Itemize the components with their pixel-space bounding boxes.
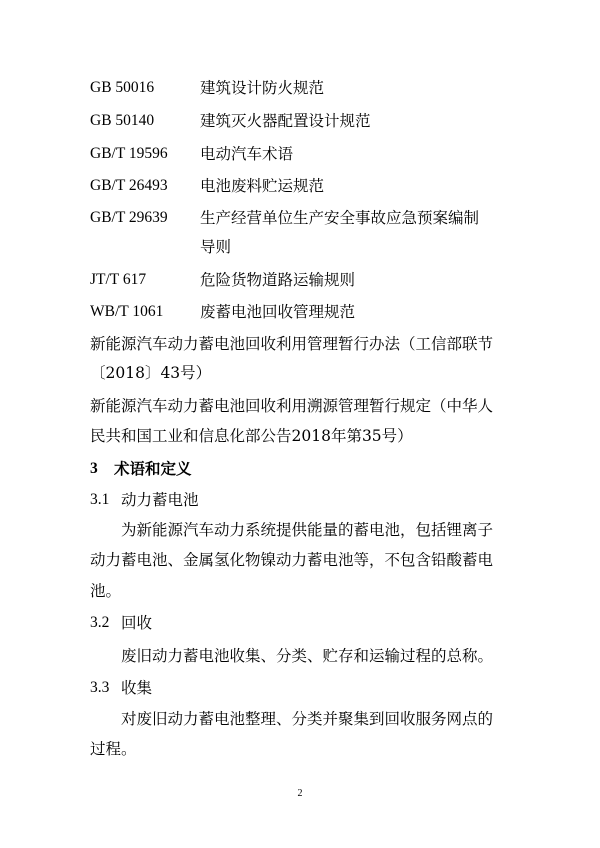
reference-title-continued: 导则: [200, 238, 232, 256]
term-number: 3.1: [90, 491, 110, 508]
reference-title: 建筑灭火器配置设计规范: [200, 112, 371, 130]
reference-code: GB 50016: [90, 79, 155, 96]
reference-title: 电池废料贮运规范: [200, 177, 325, 195]
reference-code: GB/T 19596: [90, 145, 168, 162]
regulation-line: 新能源汽车动力蓄电池回收利用溯源管理暂行规定（中华人: [90, 397, 494, 415]
term-definition: 为新能源汽车动力系统提供能量的蓄电池，包括锂离子: [121, 521, 494, 539]
reference-code: GB/T 26493: [90, 177, 168, 194]
term-title: 回收: [121, 614, 153, 632]
reference-title: 危险货物道路运输规则: [200, 271, 356, 289]
reference-code: WB/T 1061: [90, 303, 164, 320]
term-definition: 动力蓄电池、金属氢化物镍动力蓄电池等，不包含铅酸蓄电: [90, 551, 494, 569]
reference-title: 建筑设计防火规范: [200, 79, 325, 97]
term-title: 收集: [121, 679, 153, 697]
regulation-line: 〔2018〕43号）: [90, 364, 212, 382]
reference-code: JT/T 617: [90, 271, 147, 288]
reference-title: 生产经营单位生产安全事故应急预案编制: [200, 209, 480, 227]
term-number: 3.2: [90, 614, 110, 631]
term-number: 3.3: [90, 679, 110, 696]
term-definition: 过程。: [90, 740, 137, 758]
section-number: 3: [90, 460, 98, 477]
page-number: 2: [297, 788, 303, 799]
regulation-line: 民共和国工业和信息化部公告2018年第35号）: [90, 427, 413, 445]
reference-title: 废蓄电池回收管理规范: [200, 303, 356, 321]
term-definition: 废旧动力蓄电池收集、分类、贮存和运输过程的总称。: [121, 647, 494, 665]
reference-code: GB/T 29639: [90, 209, 168, 226]
term-title: 动力蓄电池: [121, 491, 199, 509]
reference-title: 电动汽车术语: [200, 145, 294, 163]
term-definition: 池。: [90, 582, 122, 600]
section-title: 术语和定义: [114, 459, 192, 478]
regulation-line: 新能源汽车动力蓄电池回收利用管理暂行办法（工信部联节: [90, 335, 494, 353]
term-definition: 对废旧动力蓄电池整理、分类并聚集到回收服务网点的: [121, 710, 494, 728]
reference-code: GB 50140: [90, 112, 155, 129]
